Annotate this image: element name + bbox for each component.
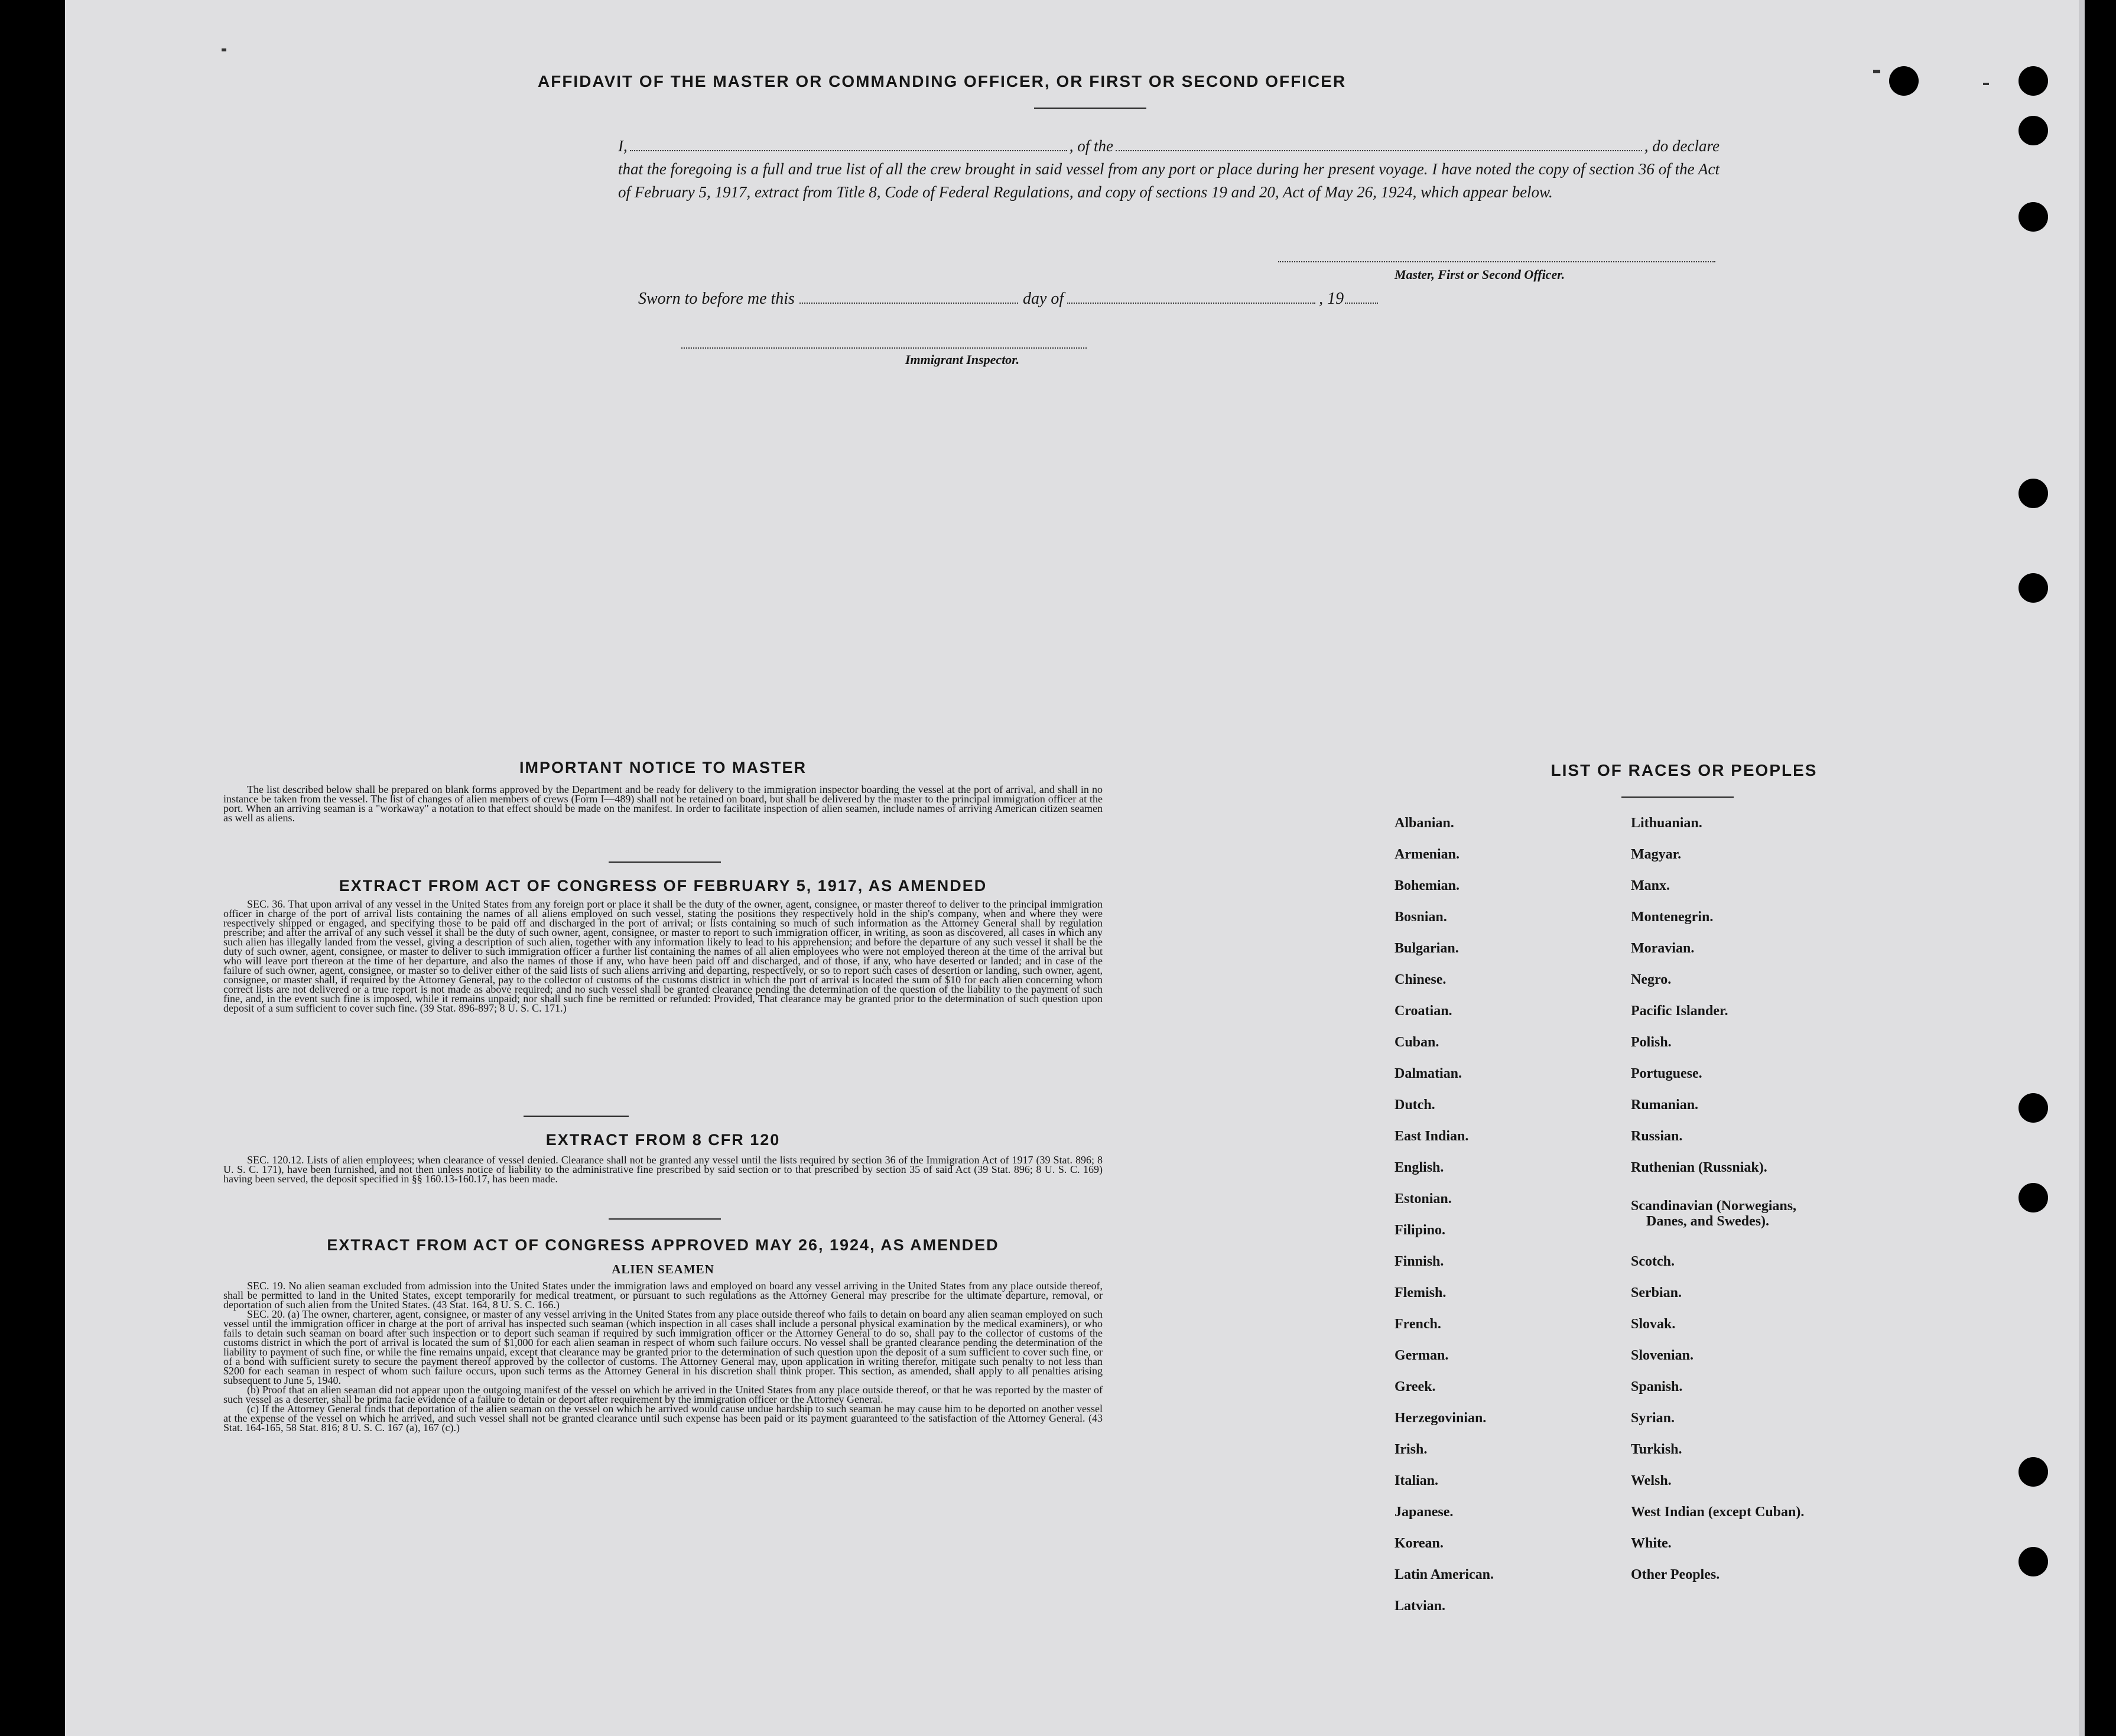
sec-20a-paragraph: SEC. 20. (a) The owner, charterer, agent, consignee, or master of any vessel arriving in the United States from any place outside thereof who fails to detain on board any alien seaman employed on such vessel until the immigration officer in charge at the port of arrival has inspected such seaman (which inspection in all cases shall include a personal physical examination by the medical examiners), or who fails to detain such seaman on board after such inspection or to deport such seaman if required by such immigration officer or the Attorney General to do so, shall pay to the collector of customs of the customs district in which the port of arrival is located the sum of $1,000 for each alien seaman in respect of whom such failure occurs. No vessel shall be granted clearance pending the determination of the liability to payment of such fine, or while the fine remains unpaid, except that clearance may be granted prior to the determination of such question upon the deposit of a sum sufficient to cover such fine, or of a bond with sufficient surety to secure the payment thereof approved by the collector of customs. The Attorney General may, upon application in writing therefor, mitigate such penalty to not less than $200 for each seaman in respect of whom such failure occurs, upon such terms as the Attorney General in his discretion shall think proper. This section, as amended, shall apply to all penalties arising subsequent to June 5, 1940.	[223, 1308, 1103, 1386]
sec-20c-paragraph: (c) If the Attorney General finds that deportation of the alien seaman on the vessel on which he arrived would cause undue hardship to such seaman he may cause him to be deported on another vessel at the expense of the vessel on which he arrived, and such vessel shall not be granted clearance until such expense has been paid or its payment guaranteed to the satisfaction of the Attorney General. (43 Stat. 164-165, 58 Stat. 816; 8 U. S. C. 167 (a), 167 (c).)	[223, 1403, 1103, 1433]
extract-1924-title: EXTRACT FROM ACT OF CONGRESS APPROVED MAY 26, 1924, AS AMENDED	[327, 1236, 999, 1254]
race-item: English.	[1395, 1160, 1444, 1175]
race-item: Magyar.	[1631, 847, 1682, 862]
punch-hole	[2019, 202, 2048, 232]
race-item: Flemish.	[1395, 1285, 1447, 1301]
master-signature-label: Master, First or Second Officer.	[1395, 267, 1565, 282]
race-item: Lithuanian.	[1631, 815, 1702, 831]
race-item: Portuguese.	[1631, 1066, 1702, 1081]
race-item: Irish.	[1395, 1442, 1428, 1457]
punch-hole	[2019, 479, 2048, 508]
race-item: Dalmatian.	[1395, 1066, 1462, 1081]
race-item: Russian.	[1631, 1129, 1683, 1144]
form-sheet	[65, 0, 2085, 1736]
declaration-body: that the foregoing is a full and true list of all the crew brought in said vessel from any port or place during her present voyage. I have noted the copy of section 36 of the Act of February 5, 1917, extract from Title 8, Code of Federal Regulations, and copy of sections 19 and 20, Act of May 26, 1924, which appear below.	[618, 160, 1720, 201]
race-item: Danes, and Swedes).	[1646, 1214, 1770, 1229]
race-item: Bosnian.	[1395, 909, 1447, 925]
declaration-line	[618, 135, 1720, 158]
race-item: Greek.	[1395, 1379, 1436, 1394]
sworn-month-blank[interactable]	[1067, 303, 1315, 304]
race-item: East Indian.	[1395, 1129, 1469, 1144]
sec-36-paragraph: SEC. 36. That upon arrival of any vessel in the United States from any foreign port or place it shall be the duty of the owner, agent, consignee, or master thereof to deliver to the principal immigration officer in charge of the port of arrival lists containing the names of all aliens employed on such vessel, stating the positions they respectively hold in the ship's company, when and where they were respectively shipped or engaged, and specifying those to be paid off and discharged in the port of arrival; or lists containing so much of such information as the Attorney General shall by regulation prescribe; and after the arrival of any such vessel it shall be the duty of such owner, agent, consignee, or master to report to such immigration officer, in writing, as soon as discovered, all cases in which any such alien has illegally landed from the vessel, giving a description of such alien, together with any information likely to lead to his apprehension; and before the departure of any such vessel it shall be the duty of such owner, agent, consignee, or master to deliver to such immigration officer a further list containing the names of all alien employees who were not employed thereon at the time of the arrival but who will leave port thereon at the time of her departure, and also the names of those if any, who have been paid off and discharged, and of those, if any, who have deserted or landed; and in case of the failure of such owner, agent, consignee, or master so to deliver either of the said lists of such aliens arriving and departing, respectively, or so to report such cases of desertion or landing, such owner, agent, consignee, or master shall, if required by the Attorney General, pay to the collector of customs of the customs district in which the port of arrival is located the sum of $10 for each alien concerning whom correct lists are not delivered or a true report is not made as above required; and no such vessel shall be granted clearance pending the determination of the question of the liability to the payment of such fine, and, in the event such fine is imposed, while it remains unpaid; nor shall such fine be remitted or refunded: Provided, That clearance may be granted prior to the determination of such question upon deposit of a sum sufficient to cover such fine. (39 Stat. 896-897; 8 U. S. C. 171.)	[223, 898, 1103, 1014]
master-signature-line[interactable]	[1278, 261, 1715, 262]
races-title: LIST OF RACES OR PEOPLES	[1551, 761, 1818, 779]
race-item: Latvian.	[1395, 1598, 1446, 1614]
race-item: Welsh.	[1631, 1473, 1672, 1488]
section-divider	[524, 1116, 629, 1117]
race-item: Scandinavian (Norwegians,	[1631, 1198, 1797, 1214]
sworn-year-blank[interactable]	[1345, 303, 1378, 304]
race-item: Manx.	[1631, 878, 1670, 893]
sworn-year: , 19	[1319, 290, 1344, 308]
sheet-edge	[2079, 0, 2085, 1736]
race-item: Rumanian.	[1631, 1097, 1699, 1113]
race-item: Bohemian.	[1395, 878, 1460, 893]
race-item: Turkish.	[1631, 1442, 1682, 1457]
punch-hole	[2019, 573, 2048, 603]
punch-hole	[2019, 1547, 2048, 1576]
race-item: Albanian.	[1395, 815, 1454, 831]
inspector-signature-line[interactable]	[681, 347, 1087, 349]
race-item: Filipino.	[1395, 1223, 1446, 1238]
section-divider	[609, 862, 721, 863]
race-item: Negro.	[1631, 972, 1672, 987]
race-item: Syrian.	[1631, 1410, 1675, 1426]
race-item: Polish.	[1631, 1035, 1672, 1050]
race-item: Korean.	[1395, 1536, 1444, 1551]
affidavit-declaration	[618, 135, 1720, 204]
extract-1924-subtitle: ALIEN SEAMEN	[612, 1262, 714, 1276]
punch-hole	[2019, 1457, 2048, 1487]
race-item: Slovenian.	[1631, 1348, 1694, 1363]
declaration-of-the: , of the	[1069, 137, 1113, 155]
title-divider	[1034, 108, 1146, 109]
sec-120-paragraph: SEC. 120.12. Lists of alien employees; when clearance of vessel denied. Clearance shall not be granted any vessel until the lists required by section 36 of the Immigration Act of 1917 (39 Stat. 896; 8 U. S. C. 171), have been furnished, and not then unless notice of liability to the administrative fine prescribed by said section or to that prescribed by section 35 of said Act (39 Stat. 896; 8 U. S. C. 169) having been served, the deposit specified in §§ 160.13-160.17, has been made.	[223, 1154, 1103, 1185]
race-item: Slovak.	[1631, 1316, 1676, 1332]
race-item: Finnish.	[1395, 1254, 1444, 1269]
extract-cfr-text	[223, 1155, 1103, 1184]
race-item: German.	[1395, 1348, 1449, 1363]
vessel-blank[interactable]	[1116, 150, 1642, 151]
race-item: Dutch.	[1395, 1097, 1435, 1113]
race-item: Estonian.	[1395, 1191, 1452, 1207]
sec-20b-paragraph: (b) Proof that an alien seaman did not appear upon the outgoing manifest of the vessel on which he arrived in the United States from any place outside thereof, or that he was reported by the master of such vessel as a deserter, shall be prima facie evidence of a failure to detain or deport after requirement by the immigration officer or the Attorney General.	[223, 1384, 1103, 1405]
race-item: Pacific Islander.	[1631, 1003, 1728, 1019]
race-item: Latin American.	[1395, 1567, 1494, 1582]
extract-1917-title: EXTRACT FROM ACT OF CONGRESS OF FEBRUARY 5, 1917, AS AMENDED	[339, 877, 987, 895]
scan-speck	[1983, 83, 1989, 85]
affidavit-title: AFFIDAVIT OF THE MASTER OR COMMANDING OFFICER, OR FIRST OR SECOND OFFICER	[538, 72, 1347, 90]
punch-hole	[2019, 1183, 2048, 1212]
punch-hole	[2019, 1093, 2048, 1123]
declaration-i: I,	[618, 137, 628, 155]
race-item: Spanish.	[1631, 1379, 1683, 1394]
race-item: Cuban.	[1395, 1035, 1439, 1050]
race-item: Croatian.	[1395, 1003, 1452, 1019]
race-item: Scotch.	[1631, 1254, 1675, 1269]
scan-speck	[222, 48, 226, 51]
race-item: Montenegrin.	[1631, 909, 1714, 925]
race-item: Moravian.	[1631, 941, 1695, 956]
race-item: French.	[1395, 1316, 1441, 1332]
race-item: Herzegovinian.	[1395, 1410, 1487, 1426]
race-item: Italian.	[1395, 1473, 1439, 1488]
extract-cfr-title: EXTRACT FROM 8 CFR 120	[545, 1131, 781, 1149]
section-divider	[609, 1218, 721, 1220]
race-item: Japanese.	[1395, 1504, 1454, 1520]
punch-hole	[1889, 66, 1919, 96]
race-item: West Indian (except Cuban).	[1631, 1504, 1805, 1520]
declaration-declare: , do declare	[1644, 137, 1720, 155]
race-item: White.	[1631, 1536, 1672, 1551]
punch-hole	[2019, 116, 2048, 145]
sec-19-paragraph: SEC. 19. No alien seaman excluded from admission into the United States under the immigration laws and employed on board any vessel arriving in the United States from any place outside thereof, shall be permitted to land in the United States, except temporarily for medical treatment, or pursuant to such regulations as the Attorney General may prescribe for the ultimate departure, removal, or deportation of such alien from the United States. (43 Stat. 164, 8 U. S. C. 166.)	[223, 1280, 1103, 1311]
punch-hole	[2019, 66, 2048, 96]
race-item: Other Peoples.	[1631, 1567, 1720, 1582]
sworn-day-of: day of	[1022, 290, 1064, 308]
inspector-signature-label: Immigrant Inspector.	[905, 352, 1020, 367]
notice-paragraph: The list described below shall be prepared on blank forms approved by the Department and be ready for delivery to the immigration inspector boarding the vessel at the port of arrival, and shall in no instance be taken from the vessel. The list of changes of alien members of crews (Form I—489) shall not be retained on board, but shall be delivered by the master to the principal immigration officer at the port. When an arriving seaman is a "workaway" a notation to that effect should be made on the manifest. In order to facilitate inspection of alien seamen, include names of arriving American citizen seamen as well as aliens.	[223, 784, 1103, 824]
sworn-line	[638, 290, 1378, 308]
race-item: Bulgarian.	[1395, 941, 1459, 956]
extract-1917-text	[223, 899, 1103, 1013]
sworn-prefix: Sworn to before me this	[638, 290, 795, 308]
notice-title: IMPORTANT NOTICE TO MASTER	[519, 759, 807, 776]
notice-text	[223, 785, 1103, 823]
race-item: Ruthenian (Russniak).	[1631, 1160, 1767, 1175]
race-item: Serbian.	[1631, 1285, 1682, 1301]
races-divider	[1621, 797, 1734, 798]
race-item: Chinese.	[1395, 972, 1447, 987]
extract-1924-text	[223, 1281, 1103, 1432]
race-item: Armenian.	[1395, 847, 1460, 862]
scan-speck	[1873, 70, 1880, 73]
sworn-day-blank[interactable]	[799, 303, 1018, 304]
name-blank[interactable]	[630, 150, 1067, 151]
